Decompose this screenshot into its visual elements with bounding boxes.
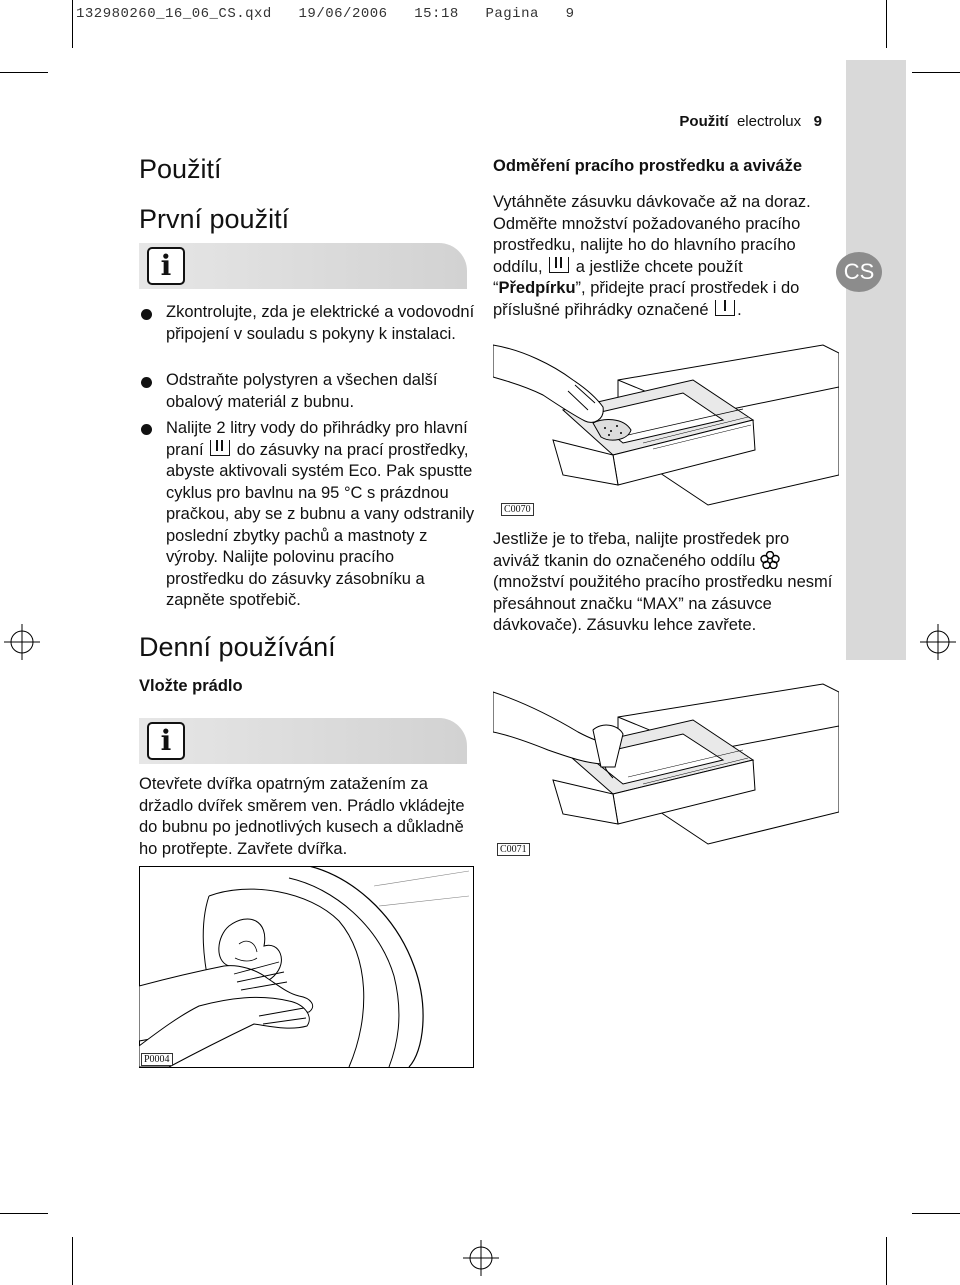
bullet-text: Odstraňte polystyren a všechen další obalový materiál z bubnu. [166, 371, 438, 411]
info-bar [139, 243, 467, 289]
bullet-dot [141, 377, 152, 388]
crop-mark [72, 1237, 73, 1285]
info-icon: i [147, 247, 185, 285]
crop-mark [912, 1213, 960, 1214]
softener-paragraph [493, 529, 833, 637]
bullet-text: Zkontrolujte, zda je elektrické a vodovodní připojení v souladu s pokyny k instalaci. [166, 303, 475, 343]
crop-mark [912, 72, 960, 73]
registration-mark-icon [463, 1240, 499, 1276]
crop-mark [886, 0, 887, 48]
softener-text-part: Jestliže je to třeba, nalijte prostředek pro aviváž tkanin do označeného oddílu [493, 530, 790, 570]
dosing-text-part: . [737, 300, 742, 319]
bullet-dot [141, 309, 152, 320]
softener-pouring-illustration [493, 672, 839, 858]
dosing-text-part: Vytáhněte zásuvku dávkovače až na doraz. Odměřte množství požadovaného pracího prostředku, nalijte ho do hlavního pracího oddílu, [493, 193, 811, 276]
crop-mark [72, 0, 73, 48]
running-header [0, 113, 822, 130]
crop-mark [0, 72, 48, 73]
prewash-compartment-icon [715, 300, 735, 316]
print-slug: 132980260_16_06_CS.qxd 19/06/2006 15:18 Pagina 9 [76, 6, 575, 22]
softener-text-part: (množství použitého pracího prostředku nesmí přesáhnout značku “MAX” na zásuvce dávkovače). Zásuvku lehce zavřete. [493, 573, 833, 634]
running-header-section: Použití [679, 113, 729, 130]
language-badge: CS [836, 252, 882, 292]
bullet-text [166, 418, 476, 612]
dosing-text-part: ”, přidejte prací prostředek i do příslušné přihrádky označené [493, 279, 800, 319]
figure-label: C0071 [497, 843, 530, 856]
crop-mark [886, 1237, 887, 1285]
figure-label: C0070 [501, 503, 534, 516]
daily-use-heading: Denní používání [139, 632, 336, 662]
detergent-dispenser-illustration [493, 325, 839, 517]
dosing-text-part: a jestliže chcete použít [575, 257, 743, 276]
page-title: Použití [139, 154, 222, 184]
fabric-softener-flower-icon [760, 551, 780, 569]
info-icon: i [147, 722, 185, 760]
bullet-text-part: do zásuvky na prací prostředky, abyste aktivovali systém Eco. Pak spustte cyklus pro bavlnu na 95 °C s prázdnou pračkou, aby se z bubnu a vany odstranily poslední zbytky pachů a mastnoty z výroby. Nalijte polovinu pracího prostředku do zásuvky zásobníku a zapněte spotřebič. [166, 440, 475, 609]
figure-label: P0004 [141, 1053, 173, 1066]
bullet-text-part: Nalijte 2 litry vody do přihrádky pro hlavní praní [166, 419, 468, 459]
load-heading: Vložte prádlo [139, 677, 243, 695]
registration-mark-icon [4, 624, 40, 660]
prewash-term: Předpírku [498, 279, 576, 297]
info-bar [139, 718, 467, 764]
main-wash-compartment-icon [210, 440, 230, 456]
running-header-brand: electrolux [736, 113, 802, 130]
dosing-heading: Odměření pracího prostředku a aviváže [493, 157, 803, 175]
language-tab [846, 60, 906, 660]
laundry-loading-illustration [139, 866, 474, 1068]
crop-mark [0, 1213, 48, 1214]
registration-mark-icon [920, 624, 956, 660]
first-use-heading: První použití [139, 204, 290, 234]
bullet-dot [141, 424, 152, 435]
load-text: Otevřete dvířka opatrným zatažením za držadlo dvířek směrem ven. Prádlo vkládejte do bubnu po jednotlivých kusech a důkladně ho protřepte. Zavřete dvířka. [139, 775, 465, 858]
main-wash-compartment-icon [549, 257, 569, 273]
page-number: 9 [813, 113, 822, 130]
dosing-paragraph: Vytáhněte zásuvku dávkovače až na doraz. Odměřte množství požadovaného pracího prostředku, nalijte ho do hlavního pracího oddílu, a jestliže chcete použít “Předpírku”, přidejte prací prostředek i do příslušné přihrádky označené . [493, 193, 811, 319]
